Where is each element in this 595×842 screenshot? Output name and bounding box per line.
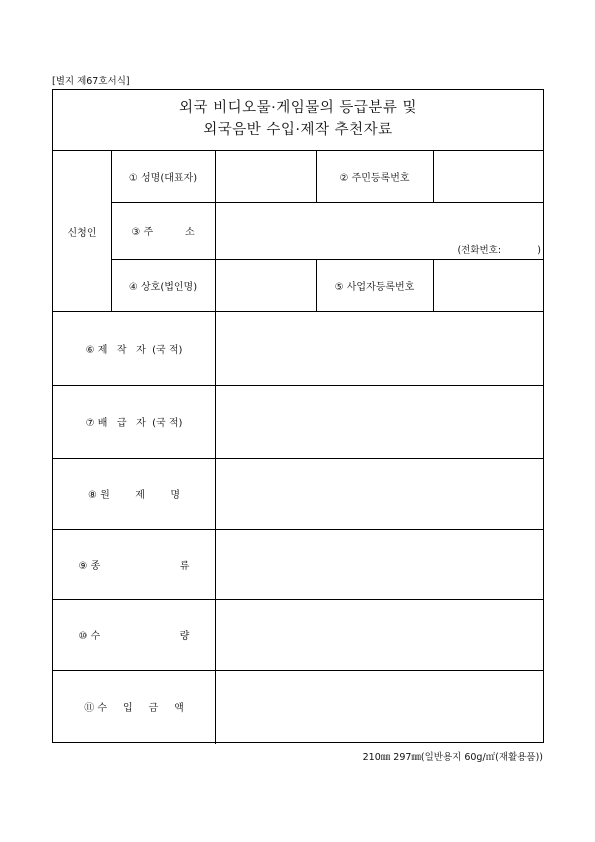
applicant-group-label: 신청인 [67,227,97,239]
quantity-label: ⑩ 수 량 [78,631,190,642]
company-field[interactable] [215,259,316,311]
producer-field[interactable] [215,311,543,385]
business-number-field[interactable] [433,259,543,311]
company-label: ④ 상호(법인명) [128,281,198,293]
original-title-label: ⑧ 원 제 명 [88,490,180,501]
form-frame [52,89,544,743]
import-amount-label: ⑪ 수 입 금 액 [84,702,184,714]
original-title-field[interactable] [215,458,543,529]
name-label: ① 성명(대표자) [128,173,198,184]
address-label: ③ 주 소 [131,227,195,238]
phone-note: (전화번호: ) [457,245,541,256]
type-label: ⑨ 종 류 [78,560,190,572]
type-field[interactable] [215,529,543,599]
business-number-label: ⑤ 사업자등록번호 [334,281,415,293]
resident-number-label: ② 주민등록번호 [339,173,410,184]
paper-spec-footer: 210㎜ 297㎜(일반용지 60g/㎡(재활용품)) [362,752,543,763]
distributor-label: ⑦ 배 급 자 (국 적) [85,418,183,429]
name-field[interactable] [215,151,316,202]
quantity-field[interactable] [215,599,543,670]
resident-number-field[interactable] [433,151,543,202]
import-amount-field[interactable] [215,670,543,742]
form-number-label: [별지 제67호서식] [52,76,130,87]
title-line-1: 외국 비디오물·게임물의 등급분류 및 [178,100,418,116]
address-field[interactable] [215,202,543,259]
producer-label: ⑥ 제 작 자 (국 적) [85,344,183,356]
title-line-2: 외국음반 수입·제작 추천자료 [203,122,393,138]
form-title [53,90,543,151]
distributor-field[interactable] [215,385,543,458]
